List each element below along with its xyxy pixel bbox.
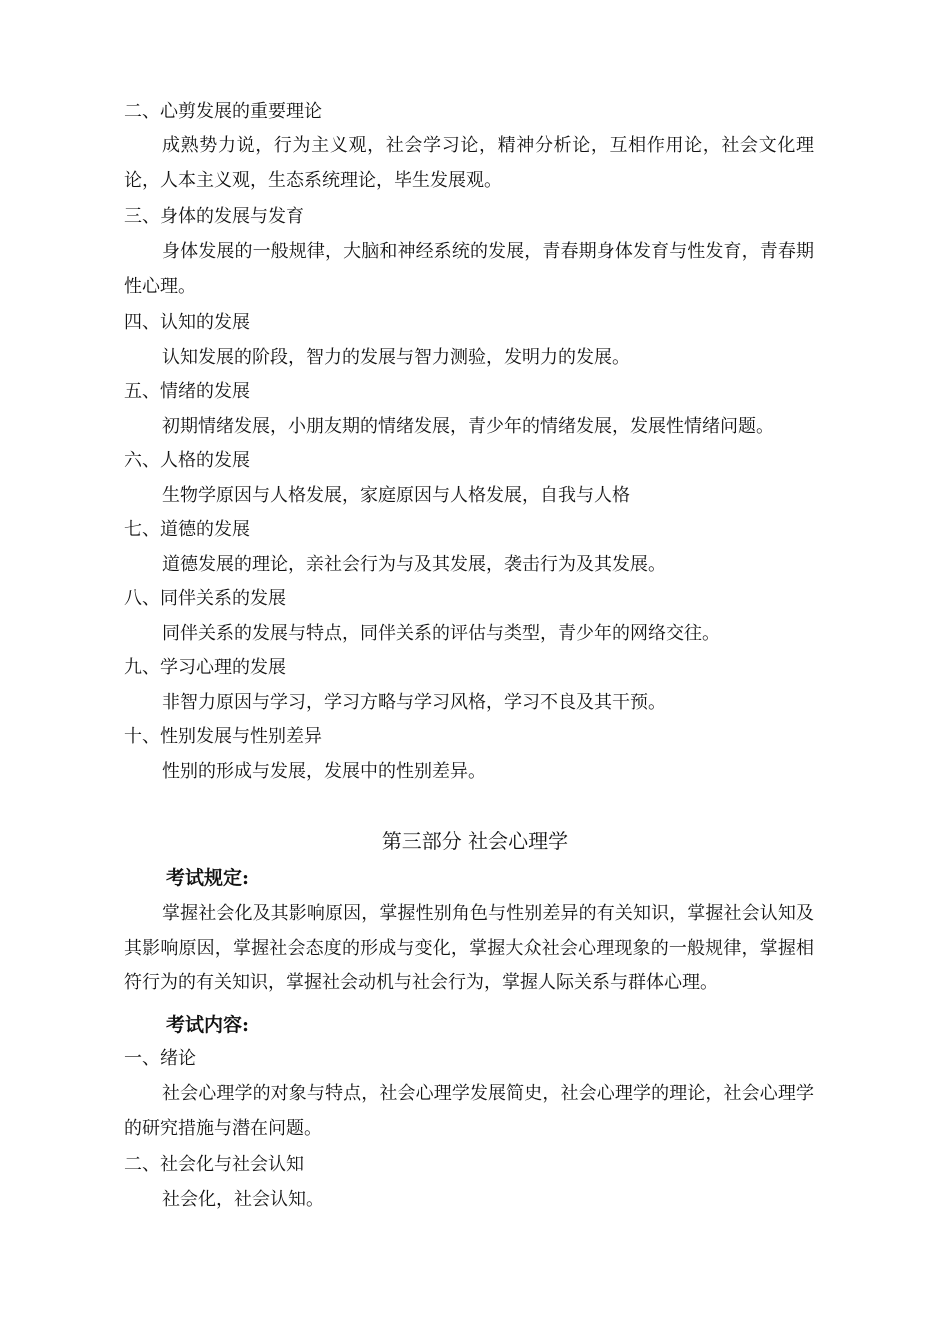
- section-heading: 三、身体的发展与发育: [124, 206, 304, 227]
- requirements-text: 掌握社会化及其影响原因，掌握性别角色与性别差异的有关知识，掌握社会认知及其影响原因，掌握社会态度的形成与变化，掌握大众社会心理现象的一般规律，掌握相符行为的有关知识，掌握社会动机与社会行为，掌握人际关系与群体心理。: [124, 903, 814, 993]
- part-title: 第三部分 社会心理学: [381, 829, 569, 853]
- section-heading: 九、学习心理的发展: [124, 657, 286, 678]
- section-body: 生物学原因与人格发展，家庭原因与人格发展，自我与人格: [162, 485, 630, 506]
- section-body: 性别的形成与发展，发展中的性别差异。: [162, 761, 486, 782]
- section-heading: 十、性别发展与性别差异: [124, 726, 322, 747]
- section-body: 非智力原因与学习，学习方略与学习风格，学习不良及其干预。: [162, 692, 666, 713]
- section-heading: 二、社会化与社会认知: [124, 1154, 304, 1175]
- section-body: 认知发展的阶段，智力的发展与智力测验，发明力的发展。: [162, 347, 630, 368]
- requirements-label: 考试规定:: [166, 867, 250, 889]
- section-heading: 四、认知的发展: [124, 312, 250, 333]
- section-heading: 二、心剪发展的重要理论: [124, 101, 322, 122]
- section-heading: 一、绪论: [124, 1048, 196, 1069]
- section-heading: 五、情绪的发展: [124, 381, 250, 402]
- section-body: 身体发展的一般规律，大脑和神经系统的发展，青春期身体发育与性发育，青春期性心理。: [124, 241, 814, 297]
- section-heading: 八、同伴关系的发展: [124, 588, 286, 609]
- content-label: 考试内容:: [166, 1014, 250, 1036]
- section-body: 道德发展的理论，亲社会行为与及其发展，袭击行为及其发展。: [162, 554, 666, 575]
- section-body: 同伴关系的发展与特点，同伴关系的评估与类型，青少年的网络交往。: [162, 623, 720, 644]
- section-body: 社会化，社会认知。: [162, 1189, 324, 1210]
- section-heading: 七、道德的发展: [124, 519, 250, 540]
- section-body: 社会心理学的对象与特点，社会心理学发展简史，社会心理学的理论，社会心理学的研究措施与潜在问题。: [124, 1083, 814, 1139]
- section-body: 成熟势力说，行为主义观，社会学习论，精神分析论，互相作用论，社会文化理论，人本主义观，生态系统理论，毕生发展观。: [124, 135, 814, 191]
- section-heading: 六、人格的发展: [124, 450, 250, 471]
- section-body: 初期情绪发展，小朋友期的情绪发展，青少年的情绪发展，发展性情绪问题。: [162, 416, 774, 437]
